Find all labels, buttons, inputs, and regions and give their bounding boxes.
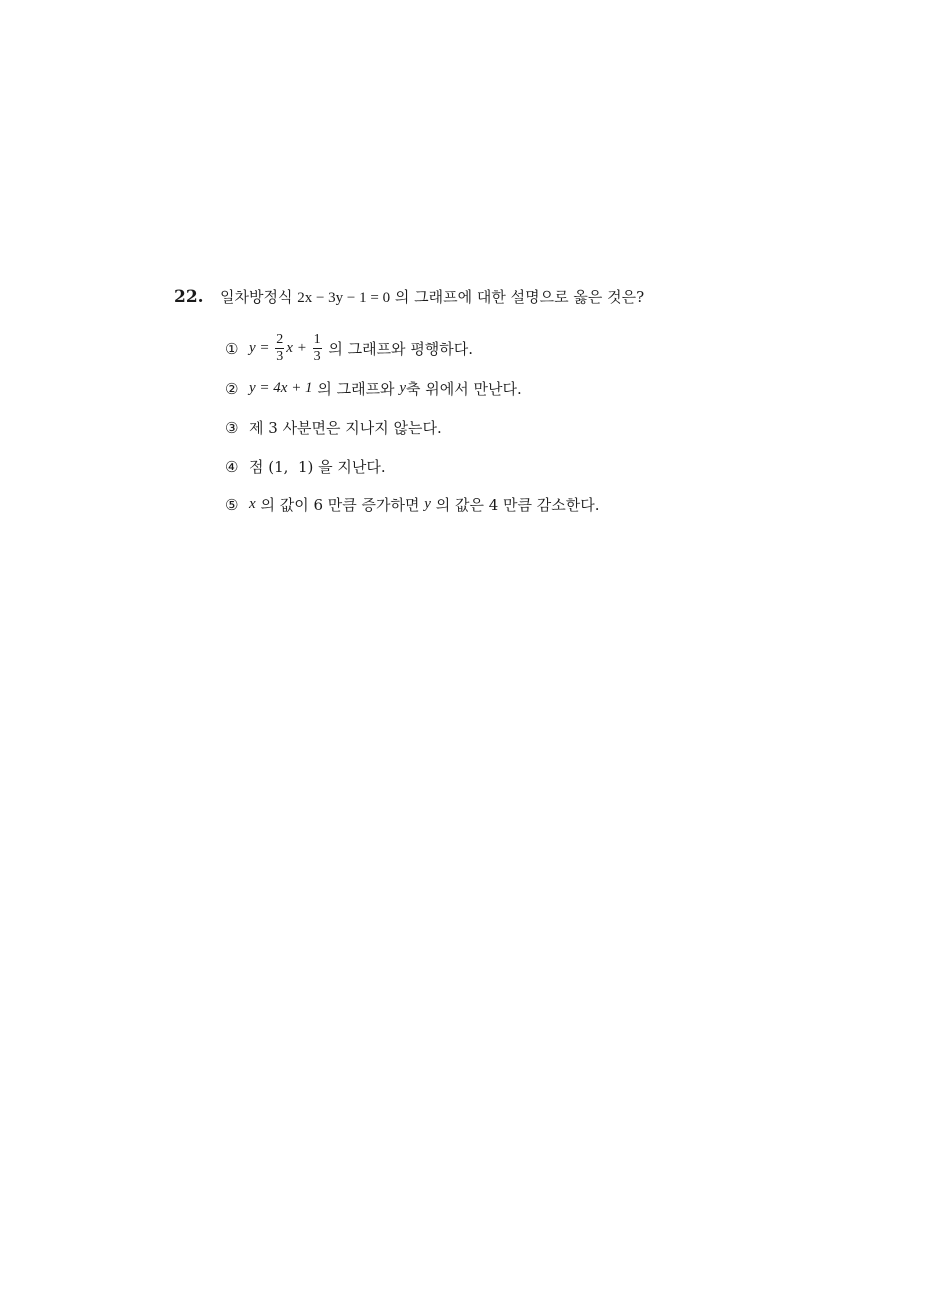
choice-5-var-2 [424,496,431,513]
choice-1-mid-text: x + [286,340,311,356]
choice-1-fraction-1-den: 3 [276,349,284,364]
choice-5[interactable] [225,494,600,515]
choice-5-var-2-text: y [424,496,431,512]
choice-5-var-1 [249,496,256,513]
stem-equation: 2x − 3y − 1 = 0 [297,290,391,306]
stem-suffix: 의 그래프에 대한 설명으로 옳은 것은? [390,288,645,306]
choice-1-fraction-1 [275,332,284,365]
stem-prefix: 일차방정식 [220,288,298,306]
choice-2-var-text: y [399,380,406,396]
choice-1-mid [286,340,310,357]
choice-2[interactable] [225,378,522,399]
choice-1-fraction-1-num: 2 [276,332,284,347]
choice-2-text-2: 축 위에서 만난다. [406,380,522,398]
choice-2-equation [249,380,313,397]
choice-5-var-1-text: x [249,496,256,512]
choice-2-equation-text: y = 4x + 1 [249,380,313,396]
choice-1-fraction-2 [313,332,322,365]
choice-3-marker: ③ [225,418,239,437]
choice-3-text: 제 3 사분면은 지나지 않는다. [249,419,442,437]
choice-4-text: 점 (1, 1) 을 지난다. [249,458,386,476]
choice-1-lhs-text: y = [249,340,274,356]
question-stem [220,286,644,309]
choice-2-text-1: 의 그래프와 [312,380,400,398]
choice-1-fraction-2-den: 3 [313,349,321,364]
choice-2-marker: ② [225,379,239,398]
question-stem-row [174,286,794,309]
choice-1-marker: ① [225,339,239,358]
choice-5-marker: ⑤ [225,495,239,514]
choice-4[interactable] [225,456,386,477]
question-22 [174,286,794,309]
choice-1[interactable] [225,332,473,365]
choice-2-var [399,380,406,397]
choice-1-text: 의 그래프와 평행하다. [323,340,474,358]
choice-5-text-2: 의 값은 4 만큼 감소한다. [430,496,600,514]
choice-1-lhs [249,340,273,357]
choice-4-marker: ④ [225,457,239,476]
question-number: 22. [174,287,204,307]
choice-1-fraction-2-num: 1 [313,332,321,347]
choice-5-text-1: 의 값이 6 만큼 증가하면 [255,496,425,514]
choice-3[interactable] [225,417,442,438]
